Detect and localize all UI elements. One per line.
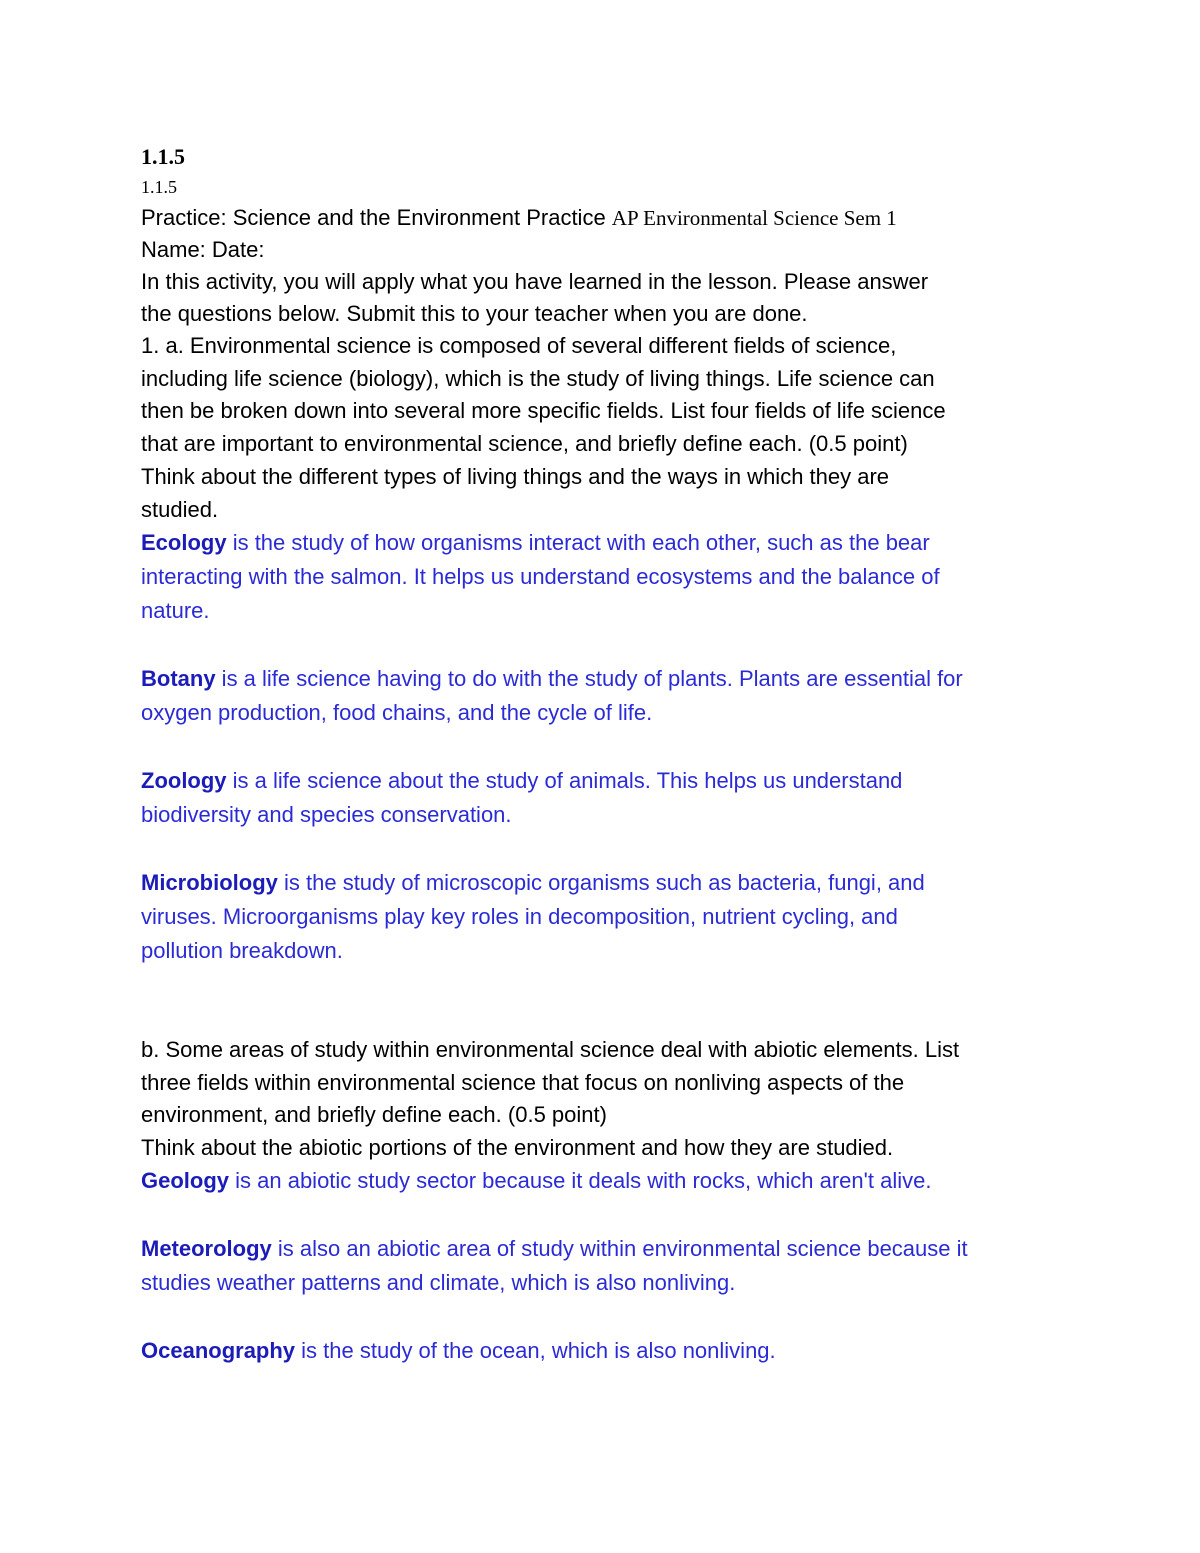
answer-meteorology-line-2: studies weather patterns and climate, which is also nonliving. xyxy=(141,1270,736,1295)
spacer xyxy=(141,968,1071,1034)
question-a-line-1: 1. a. Environmental science is composed of several different fields of science, xyxy=(141,333,897,358)
answer-meteorology-text-1: is also an abiotic area of study within environmental science because it xyxy=(271,1236,968,1261)
spacer xyxy=(141,628,1071,662)
question-a-hint-line-2: studied. xyxy=(141,497,219,522)
answer-zoology-line-1 xyxy=(141,764,1071,798)
question-b-line-3: environment, and briefly define each. (0.5 point) xyxy=(141,1102,607,1127)
document-subtitle: 1.1.5 xyxy=(141,177,177,197)
answer-geology-line-1 xyxy=(141,1164,1071,1198)
answer-microbiology-text-1: is the study of microscopic organisms such as bacteria, fungi, and xyxy=(277,870,925,895)
answer-ecology-line-3: nature. xyxy=(141,598,210,623)
answer-zoology-line-2: biodiversity and species conservation. xyxy=(141,802,512,827)
course-name: AP Environmental Science Sem 1 xyxy=(611,206,897,230)
answer-term-ecology: Ecology xyxy=(141,530,227,555)
answer-term-microbiology: Microbiology xyxy=(141,870,278,895)
question-a-line-3: then be broken down into several more specific fields. List four fields of life science xyxy=(141,398,946,423)
document-title: 1.1.5 xyxy=(141,144,185,169)
spacer xyxy=(141,730,1071,764)
answer-microbiology-line-2: viruses. Microorganisms play key roles in decomposition, nutrient cycling, and xyxy=(141,904,898,929)
answer-term-zoology: Zoology xyxy=(141,768,227,793)
answer-oceanography-line-1 xyxy=(141,1334,1071,1368)
intro-line-2: the questions below. Submit this to your teacher when you are done. xyxy=(141,301,808,326)
answer-microbiology-line-3: pollution breakdown. xyxy=(141,938,343,963)
practice-line xyxy=(141,202,1071,234)
intro-line-1: In this activity, you will apply what you have learned in the lesson. Please answer xyxy=(141,269,929,294)
answer-botany-text-1: is a life science having to do with the study of plants. Plants are essential for xyxy=(215,666,963,691)
answer-term-oceanography: Oceanography xyxy=(141,1338,296,1363)
question-a-line-2: including life science (biology), which is the study of living things. Life science can xyxy=(141,365,935,391)
answer-term-botany: Botany xyxy=(141,666,216,691)
answer-ecology-line-1 xyxy=(141,526,1071,560)
answer-microbiology-line-1 xyxy=(141,866,1071,900)
spacer xyxy=(141,832,1071,866)
spacer xyxy=(141,1198,1071,1232)
name-date-line: Name: Date: xyxy=(141,237,265,262)
answer-botany-line-1 xyxy=(141,662,1071,696)
answer-geology-text-1: is an abiotic study sector because it deals with rocks, which aren't alive. xyxy=(229,1168,932,1193)
question-a-hint-line-1: Think about the different types of living things and the ways in which they are xyxy=(141,464,890,489)
question-b-line-1: b. Some areas of study within environmental science deal with abiotic elements. List xyxy=(141,1037,960,1062)
question-b-line-2: three fields within environmental science that focus on nonliving aspects of the xyxy=(141,1069,905,1095)
answer-botany-line-2: oxygen production, food chains, and the cycle of life. xyxy=(141,700,653,725)
answer-zoology-text-1: is a life science about the study of animals. This helps us understand xyxy=(226,768,903,793)
answer-ecology-text-1: is the study of how organisms interact with each other, such as the bear xyxy=(226,530,930,555)
answer-ecology-line-2: interacting with the salmon. It helps us understand ecosystems and the balance of xyxy=(141,564,940,589)
answer-oceanography-text-1: is the study of the ocean, which is also nonliving. xyxy=(295,1338,776,1363)
answer-term-meteorology: Meteorology xyxy=(141,1236,272,1261)
document-page xyxy=(141,142,1071,1368)
spacer xyxy=(141,1300,1071,1334)
answer-term-geology: Geology xyxy=(141,1168,230,1193)
answer-meteorology-line-1 xyxy=(141,1232,1071,1266)
question-b-hint: Think about the abiotic portions of the environment and how they are studied. xyxy=(141,1134,894,1160)
practice-prefix: Practice: Science and the Environment Practice xyxy=(141,205,612,230)
question-a-line-4: that are important to environmental science, and briefly define each. (0.5 point) xyxy=(141,430,908,456)
